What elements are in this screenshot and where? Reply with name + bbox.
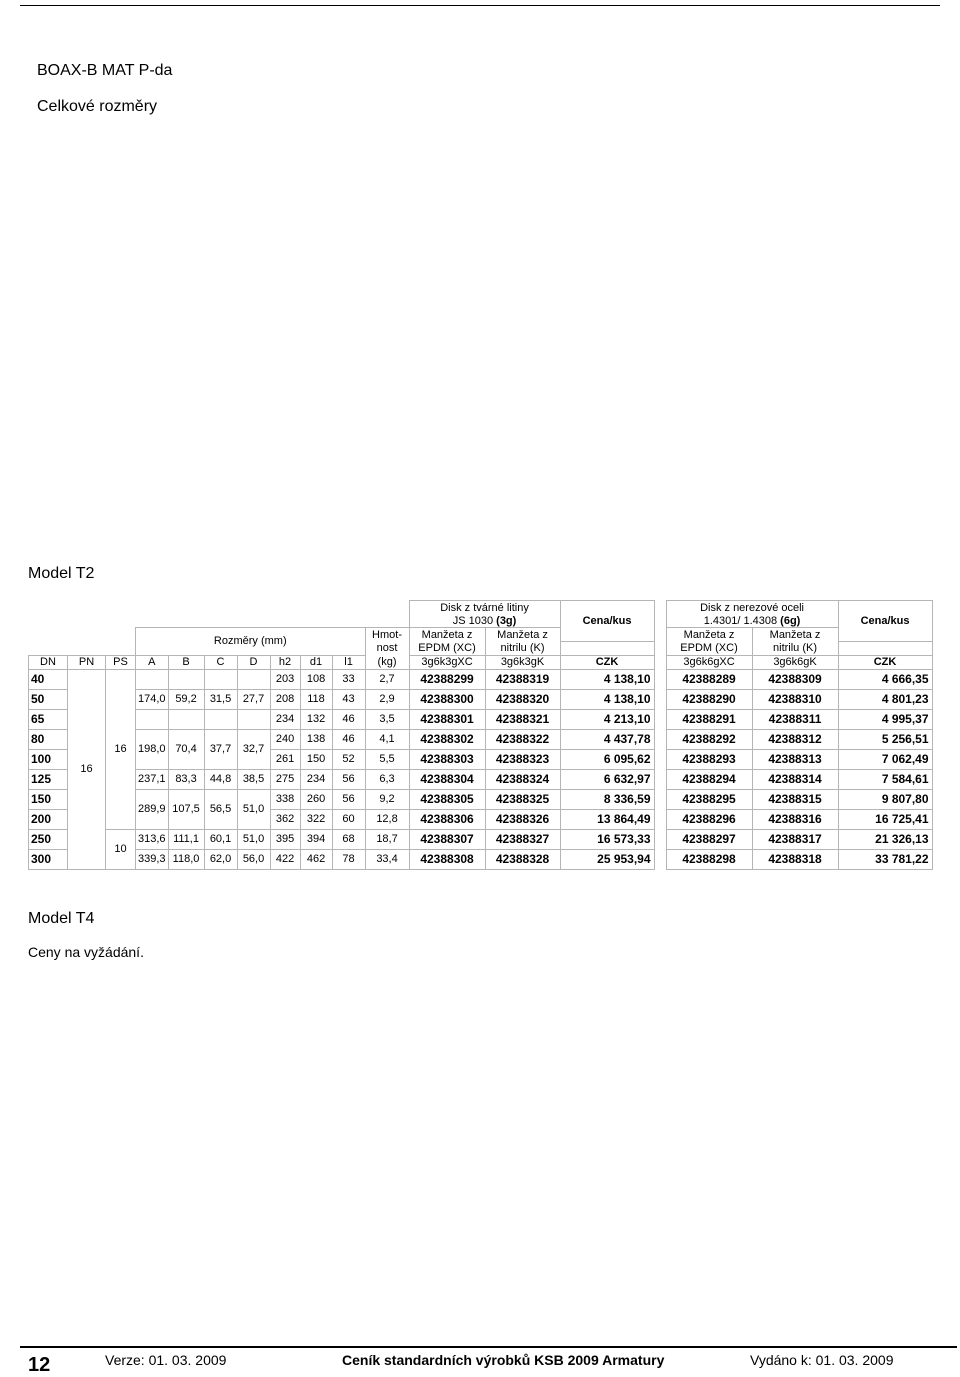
price-6g-cell: 5 256,51 <box>838 729 932 749</box>
document-title: BOAX-B MAT P-da <box>37 62 173 79</box>
code-3g-nitril-cell: 42388322 <box>485 729 560 749</box>
dim-a-cell: 339,3 <box>136 849 169 869</box>
code-3g-nitril: 3g6k3gK <box>485 655 560 669</box>
ps-cell-16: 16 <box>106 669 136 829</box>
price-6g-cell: 4 801,23 <box>838 689 932 709</box>
price-3g-cell: 25 953,94 <box>560 849 654 869</box>
col-h2: h2 <box>270 655 300 669</box>
price-3g-cell: 13 864,49 <box>560 809 654 829</box>
footer-catalog-title: Ceník standardních výrobků KSB 2009 Armatury <box>342 1352 665 1368</box>
dim-a-cell <box>136 709 169 729</box>
table-row <box>29 789 933 809</box>
table-row <box>29 729 933 749</box>
l1-cell: 46 <box>332 709 365 729</box>
d1-cell: 462 <box>300 849 332 869</box>
dim-d-cell <box>237 669 270 689</box>
pn-cell: 16 <box>68 669 106 869</box>
col-a: A <box>136 655 169 669</box>
dn-cell: 40 <box>29 669 68 689</box>
spacer-cell <box>654 709 666 729</box>
spacer-cell <box>654 749 666 769</box>
h2-cell: 203 <box>270 669 300 689</box>
d1-cell: 260 <box>300 789 332 809</box>
table-row <box>29 849 933 869</box>
price-6g-cell: 33 781,22 <box>838 849 932 869</box>
seal-epdm-3g-2: EPDM (XC) <box>409 641 485 655</box>
code-3g-nitril-cell: 42388321 <box>485 709 560 729</box>
dn-cell: 50 <box>29 689 68 709</box>
currency-6g: CZK <box>838 655 932 669</box>
code-3g-epdm-cell: 42388299 <box>409 669 485 689</box>
price-3g-cell: 16 573,33 <box>560 829 654 849</box>
spacer-cell <box>654 829 666 849</box>
disk-steel-header-2: 1.4301/ 1.4308 (6g) <box>666 614 838 628</box>
footer-version: Verze: 01. 03. 2009 <box>105 1352 227 1368</box>
dim-c-cell: 37,7 <box>204 729 237 769</box>
code-6g-nitril-cell: 42388316 <box>752 809 838 829</box>
h2-cell: 362 <box>270 809 300 829</box>
dim-a-cell <box>136 669 169 689</box>
spacer-cell <box>654 789 666 809</box>
dim-c-cell <box>204 669 237 689</box>
weight-cell: 18,7 <box>365 829 409 849</box>
h2-cell: 338 <box>270 789 300 809</box>
price-table <box>28 600 933 870</box>
weight-cell: 3,5 <box>365 709 409 729</box>
dim-d-cell: 56,0 <box>237 849 270 869</box>
dim-c-cell: 62,0 <box>204 849 237 869</box>
dim-b-cell <box>168 669 204 689</box>
code-6g-epdm: 3g6k6gXC <box>666 655 752 669</box>
code-6g-epdm-cell: 42388295 <box>666 789 752 809</box>
table-row <box>29 769 933 789</box>
dimensions-header: Rozměry (mm) <box>136 628 366 656</box>
price-3g-cell: 4 138,10 <box>560 689 654 709</box>
col-c: C <box>204 655 237 669</box>
l1-cell: 33 <box>332 669 365 689</box>
dim-b-cell: 107,5 <box>168 789 204 829</box>
code-3g-nitril-cell: 42388320 <box>485 689 560 709</box>
price-3g-cell: 6 095,62 <box>560 749 654 769</box>
code-3g-nitril-cell: 42388323 <box>485 749 560 769</box>
code-3g-epdm: 3g6k3gXC <box>409 655 485 669</box>
code-3g-epdm-cell: 42388304 <box>409 769 485 789</box>
d1-cell: 150 <box>300 749 332 769</box>
col-dn: DN <box>29 655 68 669</box>
weight-header-2: nost <box>365 641 409 655</box>
code-6g-nitril-cell: 42388312 <box>752 729 838 749</box>
d1-cell: 132 <box>300 709 332 729</box>
prices-on-request: Ceny na vyžádání. <box>28 944 144 960</box>
document-subtitle: Celkové rozměry <box>37 98 158 115</box>
h2-cell: 395 <box>270 829 300 849</box>
price-6g-cell: 4 666,35 <box>838 669 932 689</box>
footer-issued: Vydáno k: 01. 03. 2009 <box>750 1352 894 1368</box>
weight-cell: 4,1 <box>365 729 409 749</box>
price-6g-cell: 16 725,41 <box>838 809 932 829</box>
code-6g-epdm-cell: 42388297 <box>666 829 752 849</box>
spacer-cell <box>654 729 666 749</box>
code-3g-epdm-cell: 42388302 <box>409 729 485 749</box>
l1-cell: 52 <box>332 749 365 769</box>
table-row <box>29 689 933 709</box>
h2-cell: 240 <box>270 729 300 749</box>
disk-cast-header-1: Disk z tvárné litiny <box>409 601 560 615</box>
d1-cell: 234 <box>300 769 332 789</box>
dim-a-cell: 198,0 <box>136 729 169 769</box>
code-6g-nitril-cell: 42388311 <box>752 709 838 729</box>
dim-c-cell: 31,5 <box>204 689 237 709</box>
code-6g-nitril-cell: 42388318 <box>752 849 838 869</box>
seal-epdm-6g-2: EPDM (XC) <box>666 641 752 655</box>
price-6g-cell: 21 326,13 <box>838 829 932 849</box>
weight-cell: 12,8 <box>365 809 409 829</box>
weight-cell: 9,2 <box>365 789 409 809</box>
dim-c-cell: 44,8 <box>204 769 237 789</box>
dn-cell: 65 <box>29 709 68 729</box>
dn-cell: 250 <box>29 829 68 849</box>
h2-cell: 261 <box>270 749 300 769</box>
price-6g-cell: 7 062,49 <box>838 749 932 769</box>
dim-d-cell: 51,0 <box>237 789 270 829</box>
l1-cell: 56 <box>332 769 365 789</box>
l1-cell: 78 <box>332 849 365 869</box>
weight-header-3: (kg) <box>365 655 409 669</box>
price-3g-cell: 6 632,97 <box>560 769 654 789</box>
h2-cell: 422 <box>270 849 300 869</box>
price-header-6g: Cena/kus <box>838 601 932 642</box>
dim-c-cell <box>204 709 237 729</box>
l1-cell: 68 <box>332 829 365 849</box>
table-row <box>29 709 933 729</box>
dim-b-cell: 70,4 <box>168 729 204 769</box>
code-6g-nitril-cell: 42388310 <box>752 689 838 709</box>
dim-a-cell: 313,6 <box>136 829 169 849</box>
code-3g-epdm-cell: 42388301 <box>409 709 485 729</box>
price-3g-cell: 4 213,10 <box>560 709 654 729</box>
page-number: 12 <box>28 1354 51 1376</box>
dim-d-cell: 38,5 <box>237 769 270 789</box>
dim-d-cell: 51,0 <box>237 829 270 849</box>
d1-cell: 394 <box>300 829 332 849</box>
dim-a-cell: 237,1 <box>136 769 169 789</box>
code-3g-nitril-cell: 42388327 <box>485 829 560 849</box>
h2-cell: 234 <box>270 709 300 729</box>
code-3g-epdm-cell: 42388300 <box>409 689 485 709</box>
h2-cell: 208 <box>270 689 300 709</box>
seal-epdm-6g-1: Manžeta z <box>666 628 752 642</box>
code-6g-epdm-cell: 42388296 <box>666 809 752 829</box>
col-b: B <box>168 655 204 669</box>
weight-header-1: Hmot- <box>365 628 409 642</box>
dn-cell: 100 <box>29 749 68 769</box>
weight-cell: 2,9 <box>365 689 409 709</box>
price-6g-cell: 4 995,37 <box>838 709 932 729</box>
seal-epdm-3g-1: Manžeta z <box>409 628 485 642</box>
code-6g-nitril-cell: 42388315 <box>752 789 838 809</box>
dn-cell: 150 <box>29 789 68 809</box>
price-header-3g: Cena/kus <box>560 601 654 642</box>
col-d: D <box>237 655 270 669</box>
dim-c-cell: 60,1 <box>204 829 237 849</box>
disk-cast-header-2: JS 1030 (3g) <box>409 614 560 628</box>
code-6g-epdm-cell: 42388298 <box>666 849 752 869</box>
code-6g-epdm-cell: 42388289 <box>666 669 752 689</box>
code-6g-epdm-cell: 42388294 <box>666 769 752 789</box>
dim-d-cell: 32,7 <box>237 729 270 769</box>
code-3g-epdm-cell: 42388307 <box>409 829 485 849</box>
ps-cell-10: 10 <box>106 829 136 869</box>
d1-cell: 118 <box>300 689 332 709</box>
table-row <box>29 829 933 849</box>
dn-cell: 200 <box>29 809 68 829</box>
top-rule <box>20 5 940 6</box>
l1-cell: 43 <box>332 689 365 709</box>
l1-cell: 60 <box>332 809 365 829</box>
spacer-cell <box>654 769 666 789</box>
d1-cell: 108 <box>300 669 332 689</box>
code-3g-epdm-cell: 42388303 <box>409 749 485 769</box>
code-3g-nitril-cell: 42388326 <box>485 809 560 829</box>
d1-cell: 138 <box>300 729 332 749</box>
weight-cell: 5,5 <box>365 749 409 769</box>
table-row <box>29 669 933 689</box>
dim-b-cell: 111,1 <box>168 829 204 849</box>
footer-rule <box>20 1346 957 1348</box>
weight-cell: 2,7 <box>365 669 409 689</box>
code-6g-nitril-cell: 42388313 <box>752 749 838 769</box>
dim-d-cell: 27,7 <box>237 689 270 709</box>
col-pn: PN <box>68 655 106 669</box>
weight-cell: 33,4 <box>365 849 409 869</box>
code-6g-epdm-cell: 42388293 <box>666 749 752 769</box>
seal-nitril-6g-2: nitrilu (K) <box>752 641 838 655</box>
weight-cell: 6,3 <box>365 769 409 789</box>
price-3g-cell: 8 336,59 <box>560 789 654 809</box>
l1-cell: 56 <box>332 789 365 809</box>
seal-nitril-3g-1: Manžeta z <box>485 628 560 642</box>
currency-3g: CZK <box>560 655 654 669</box>
price-6g-cell: 9 807,80 <box>838 789 932 809</box>
price-3g-cell: 4 437,78 <box>560 729 654 749</box>
code-3g-nitril-cell: 42388325 <box>485 789 560 809</box>
code-6g-nitril-cell: 42388309 <box>752 669 838 689</box>
dim-b-cell: 83,3 <box>168 769 204 789</box>
code-6g-nitril-cell: 42388314 <box>752 769 838 789</box>
l1-cell: 46 <box>332 729 365 749</box>
code-3g-nitril-cell: 42388328 <box>485 849 560 869</box>
price-3g-cell: 4 138,10 <box>560 669 654 689</box>
code-3g-epdm-cell: 42388306 <box>409 809 485 829</box>
section-model-t4: Model T4 <box>28 910 95 927</box>
col-d1: d1 <box>300 655 332 669</box>
code-6g-epdm-cell: 42388291 <box>666 709 752 729</box>
code-3g-nitril-cell: 42388324 <box>485 769 560 789</box>
dim-b-cell: 59,2 <box>168 689 204 709</box>
dim-b-cell: 118,0 <box>168 849 204 869</box>
code-3g-nitril-cell: 42388319 <box>485 669 560 689</box>
spacer-cell <box>654 849 666 869</box>
dn-cell: 300 <box>29 849 68 869</box>
spacer-cell <box>654 669 666 689</box>
dim-c-cell: 56,5 <box>204 789 237 829</box>
price-6g-cell: 7 584,61 <box>838 769 932 789</box>
dim-d-cell <box>237 709 270 729</box>
dim-b-cell <box>168 709 204 729</box>
dn-cell: 80 <box>29 729 68 749</box>
code-6g-nitril-cell: 42388317 <box>752 829 838 849</box>
d1-cell: 322 <box>300 809 332 829</box>
h2-cell: 275 <box>270 769 300 789</box>
section-model-t2: Model T2 <box>28 565 95 582</box>
spacer-cell <box>654 689 666 709</box>
code-6g-nitril: 3g6k6gK <box>752 655 838 669</box>
dim-a-cell: 174,0 <box>136 689 169 709</box>
col-l1: l1 <box>332 655 365 669</box>
code-3g-epdm-cell: 42388305 <box>409 789 485 809</box>
col-ps: PS <box>106 655 136 669</box>
dim-a-cell: 289,9 <box>136 789 169 829</box>
code-6g-epdm-cell: 42388292 <box>666 729 752 749</box>
seal-nitril-3g-2: nitrilu (K) <box>485 641 560 655</box>
seal-nitril-6g-1: Manžeta z <box>752 628 838 642</box>
disk-steel-header-1: Disk z nerezové oceli <box>666 601 838 615</box>
code-3g-epdm-cell: 42388308 <box>409 849 485 869</box>
spacer-cell <box>654 809 666 829</box>
dn-cell: 125 <box>29 769 68 789</box>
code-6g-epdm-cell: 42388290 <box>666 689 752 709</box>
